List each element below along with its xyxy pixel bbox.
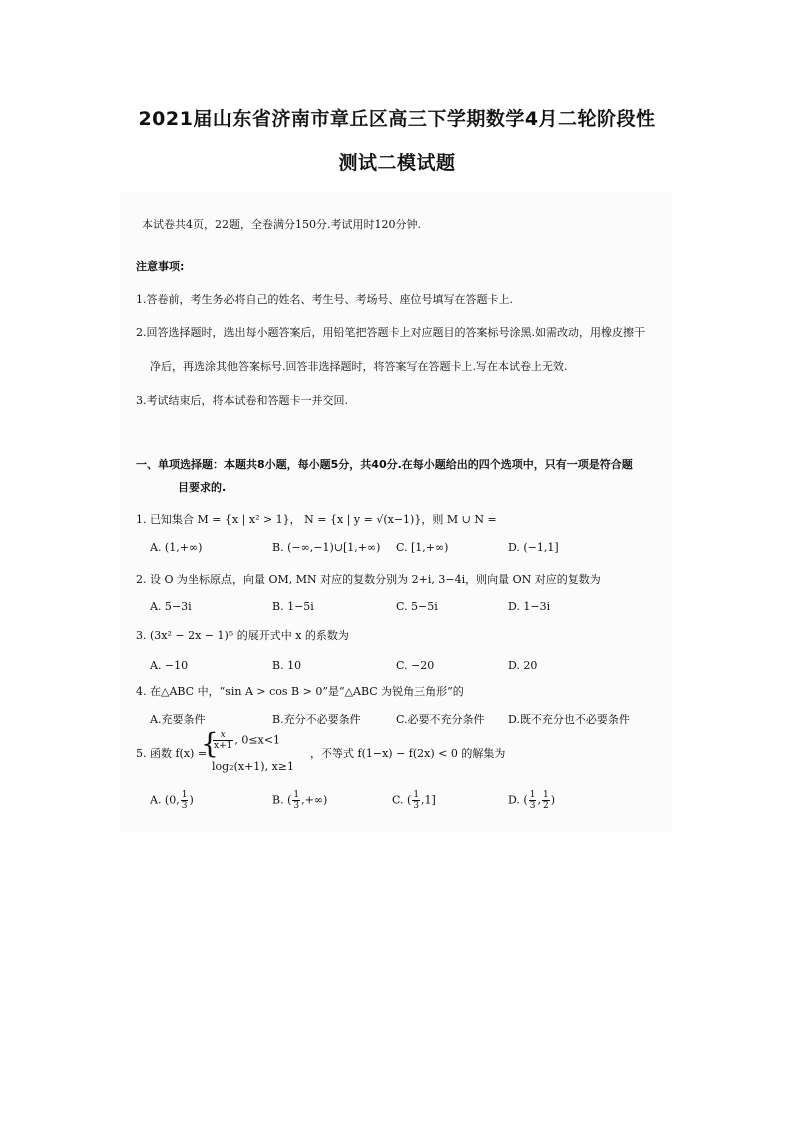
q5-d-den2: 2 xyxy=(542,801,549,811)
q5-c-pre: C. ( xyxy=(392,793,412,807)
q5-option-b xyxy=(272,790,327,811)
q5-option-d xyxy=(508,790,555,811)
document-title-line1: 2021届山东省济南市章丘区高三下学期数学4月二轮阶段性 xyxy=(138,108,656,130)
q2-option-c: C. 5−5i xyxy=(396,600,438,613)
q3-option-b: B. 10 xyxy=(272,659,302,672)
q5-c-num: 1 xyxy=(413,790,420,800)
q4-option-c: C.必要不充分条件 xyxy=(396,713,485,726)
q4-option-a: A.充要条件 xyxy=(150,713,206,726)
q5-d-fraction-1 xyxy=(529,790,537,811)
intro-text: 本试卷共4页，22题，全卷满分150分.考试用时120分钟. xyxy=(142,218,421,231)
q5-option-a xyxy=(150,790,194,811)
note-3: 3.考试结束后，将本试卷和答题卡一并交回. xyxy=(136,394,348,407)
note-1: 1.答卷前，考生务必将自己的姓名、考生号、考场号、座位号填写在答题卡上. xyxy=(136,293,513,306)
scanned-exam-page xyxy=(120,192,672,832)
q2-option-a: A. 5−3i xyxy=(150,600,192,613)
q5-a-pre: A. (0, xyxy=(150,793,180,807)
document-title-line2: 测试二模试题 xyxy=(338,152,456,174)
q5-a-num: 1 xyxy=(181,790,188,800)
q3-option-a: A. −10 xyxy=(150,659,189,672)
q5-b-post: ,+∞) xyxy=(301,793,328,807)
q1-option-d: D. (−1,1] xyxy=(508,541,559,554)
q5-option-c xyxy=(392,790,436,811)
piecewise-brace: { xyxy=(201,727,219,760)
q3-option-d: D. 20 xyxy=(508,659,538,672)
q5-b-pre: B. ( xyxy=(272,793,292,807)
q5-b-fraction xyxy=(292,790,300,811)
q4-option-b: B.充分不必要条件 xyxy=(272,713,361,726)
q5-stem-prefix: 5. 函数 f(x) = xyxy=(136,747,208,760)
q1-option-c: C. [1,+∞) xyxy=(396,541,449,554)
note-2-line2: 净后，再选涂其他答案标号.回答非选择题时，将答案写在答题卡上.写在本试卷上无效. xyxy=(150,360,568,373)
q2-option-d: D. 1−3i xyxy=(508,600,551,613)
q5-case-1 xyxy=(212,730,280,751)
section-heading-line2: 目要求的. xyxy=(178,481,227,494)
q5-case1-numerator: x xyxy=(213,730,233,741)
q3-option-c: C. −20 xyxy=(396,659,435,672)
q1-stem: 1. 已知集合 M = {x | x² > 1}， N = {x | y = √(x−1)}，则 M ∪ N = xyxy=(136,513,497,526)
q5-d-post: ) xyxy=(550,793,555,807)
q5-d-fraction-2 xyxy=(542,790,550,811)
q5-d-pre: D. ( xyxy=(508,793,528,807)
section-heading-line1: 一、单项选择题：本题共8小题，每小题5分，共40分.在每小题给出的四个选项中，只有一项是符合题 xyxy=(136,458,633,471)
q5-case1-fraction xyxy=(213,730,233,751)
q5-c-den: 3 xyxy=(413,801,420,811)
q5-a-fraction xyxy=(181,790,189,811)
q5-d-num2: 1 xyxy=(542,790,549,800)
q5-case1-condition: , 0≤x<1 xyxy=(234,733,280,747)
q1-option-a: A. (1,+∞) xyxy=(150,541,203,554)
notes-heading: 注意事项: xyxy=(136,260,185,273)
q5-c-post: ,1] xyxy=(421,793,436,807)
q1-option-b: B. (−∞,−1)∪[1,+∞) xyxy=(272,541,381,554)
q5-case1-denominator: x+1 xyxy=(214,741,233,751)
q5-b-num: 1 xyxy=(293,790,300,800)
q5-c-fraction xyxy=(412,790,420,811)
q5-a-post: ) xyxy=(189,793,194,807)
q5-a-den: 3 xyxy=(181,801,188,811)
q5-d-mid: , xyxy=(537,793,541,807)
q5-d-den1: 3 xyxy=(529,801,536,811)
q5-d-num1: 1 xyxy=(529,790,536,800)
q5-stem-suffix: ，不等式 f(1−x) − f(2x) < 0 的解集为 xyxy=(310,747,506,760)
q2-option-b: B. 1−5i xyxy=(272,600,314,613)
q2-stem: 2. 设 O 为坐标原点，向量 OM, MN 对应的复数分别为 2+i, 3−4i，则向量 ON 对应的复数为 xyxy=(136,573,601,586)
q4-stem: 4. 在△ABC 中，“sin A > cos B > 0”是“△ABC 为锐角三角形”的 xyxy=(136,685,464,698)
note-2-line1: 2.回答选择题时，选出每小题答案后，用铅笔把答题卡上对应题目的答案标号涂黑.如需改动，用橡皮擦干 xyxy=(136,326,645,339)
q5-case-2: log₂(x+1), x≥1 xyxy=(212,760,295,773)
q5-b-den: 3 xyxy=(293,801,300,811)
q3-stem: 3. (3x² − 2x − 1)⁵ 的展开式中 x 的系数为 xyxy=(136,629,349,642)
q4-option-d: D.既不充分也不必要条件 xyxy=(508,713,630,726)
